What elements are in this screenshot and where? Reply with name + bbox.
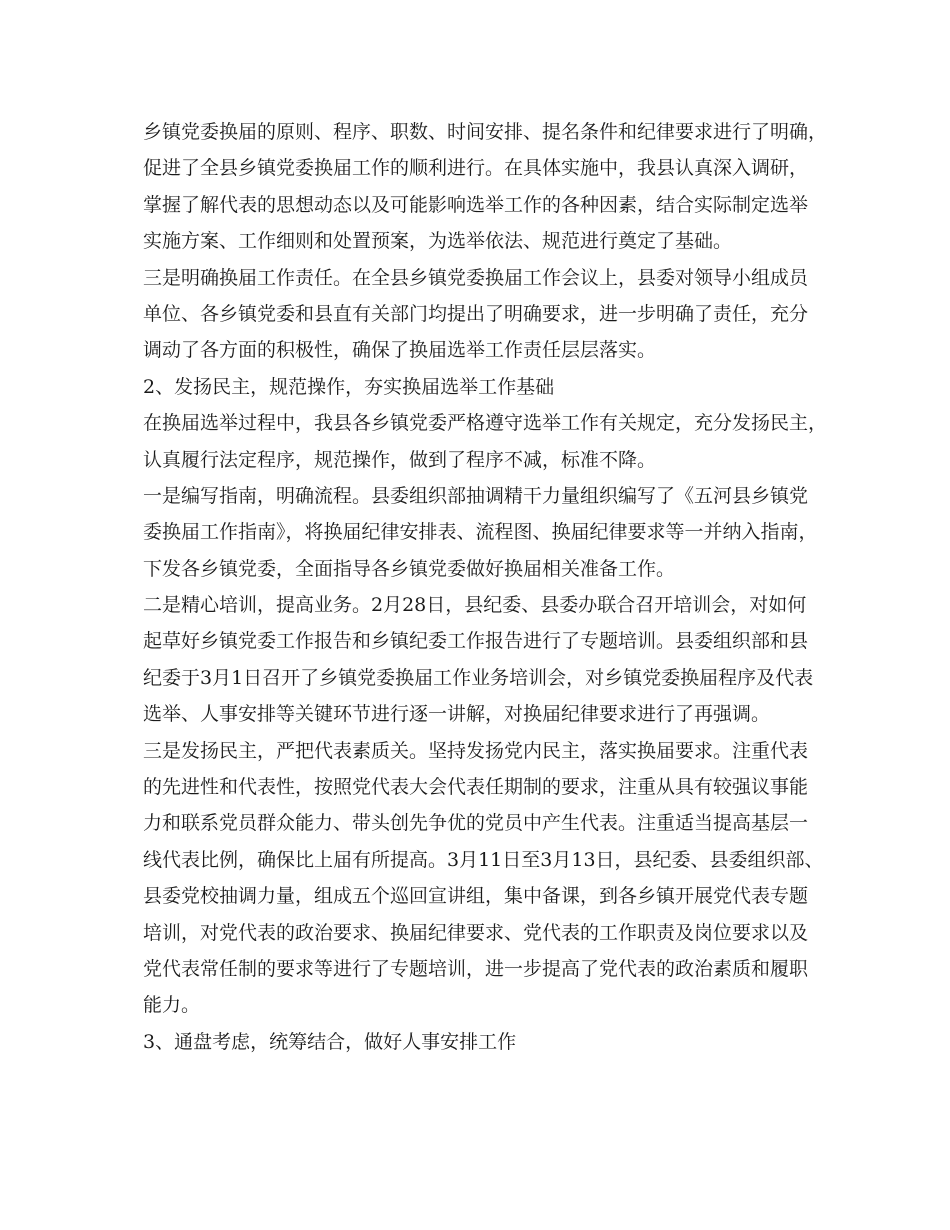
text-line: 选举、人事安排等关键环节进行逐一讲解，对换届纪律要求进行了再强调。 bbox=[143, 703, 771, 726]
text-line: 起草好乡镇党委工作报告和乡镇纪委工作报告进行了专题培训。县委组织部和县 bbox=[143, 630, 809, 653]
text-line: 党代表常任制的要求等进行了专题培训，进一步提高了党代表的政治素质和履职 bbox=[143, 957, 809, 980]
text-line: 县委党校抽调力量，组成五个巡回宣讲组，集中备课，到各乡镇开展党代表专题 bbox=[143, 885, 809, 908]
text-line: 调动了各方面的积极性，确保了换届选举工作责任层层落实。 bbox=[143, 339, 657, 362]
text-line: 单位、各乡镇党委和县直有关部门均提出了明确要求，进一步明确了责任，充分 bbox=[143, 302, 809, 325]
section-heading: 3、通盘考虑，统筹结合，做好人事安排工作 bbox=[143, 1030, 517, 1053]
text-line: 能力。 bbox=[143, 994, 201, 1017]
text-line: 三是发扬民主，严把代表素质关。坚持发扬党内民主，落实换届要求。注重代表 bbox=[143, 739, 809, 762]
text-line: 下发各乡镇党委，全面指导各乡镇党委做好换届相关准备工作。 bbox=[143, 557, 676, 580]
text-line: 委换届工作指南》，将换届纪律安排表、流程图、换届纪律要求等一并纳入指南， bbox=[143, 521, 818, 544]
text-line: 力和联系党员群众能力、带头创先争优的党员中产生代表。注重适当提高基层一 bbox=[143, 812, 809, 835]
text-line: 一是编写指南，明确流程。县委组织部抽调精干力量组织编写了《五河县乡镇党 bbox=[143, 484, 809, 507]
text-line: 的先进性和代表性，按照党代表大会代表任期制的要求，注重从具有较强议事能 bbox=[143, 776, 809, 799]
body-text bbox=[143, 114, 828, 1060]
text-line: 培训，对党代表的政治要求、换届纪律要求、党代表的工作职责及岗位要求以及 bbox=[143, 921, 809, 944]
text-line: 掌握了解代表的思想动态以及可能影响选举工作的各种因素，结合实际制定选举 bbox=[143, 193, 809, 216]
text-line: 三是明确换届工作责任。在全县乡镇党委换届工作会议上，县委对领导小组成员 bbox=[143, 266, 809, 289]
text-line: 线代表比例，确保比上届有所提高。3月11日至3月13日，县纪委、县委组织部、 bbox=[143, 848, 824, 871]
text-line: 认真履行法定程序，规范操作，做到了程序不减，标准不降。 bbox=[143, 448, 657, 471]
text-line: 在换届选举过程中，我县各乡镇党委严格遵守选举工作有关规定，充分发扬民主， bbox=[143, 412, 828, 435]
text-line: 乡镇党委换届的原则、程序、职数、时间安排、提名条件和纪律要求进行了明确， bbox=[143, 121, 828, 143]
text-line: 二是精心培训，提高业务。2月28日，县纪委、县委办联合召开培训会，对如何 bbox=[143, 594, 807, 617]
text-line: 促进了全县乡镇党委换届工作的顺利进行。在具体实施中，我县认真深入调研， bbox=[143, 157, 809, 180]
text-line: 纪委于3月1日召开了乡镇党委换届工作业务培训会，对乡镇党委换届程序及代表 bbox=[143, 666, 814, 689]
section-heading: 2、发扬民主，规范操作，夯实换届选举工作基础 bbox=[143, 375, 555, 398]
text-line: 实施方案、工作细则和处置预案，为选举依法、规范进行奠定了基础。 bbox=[143, 230, 733, 253]
